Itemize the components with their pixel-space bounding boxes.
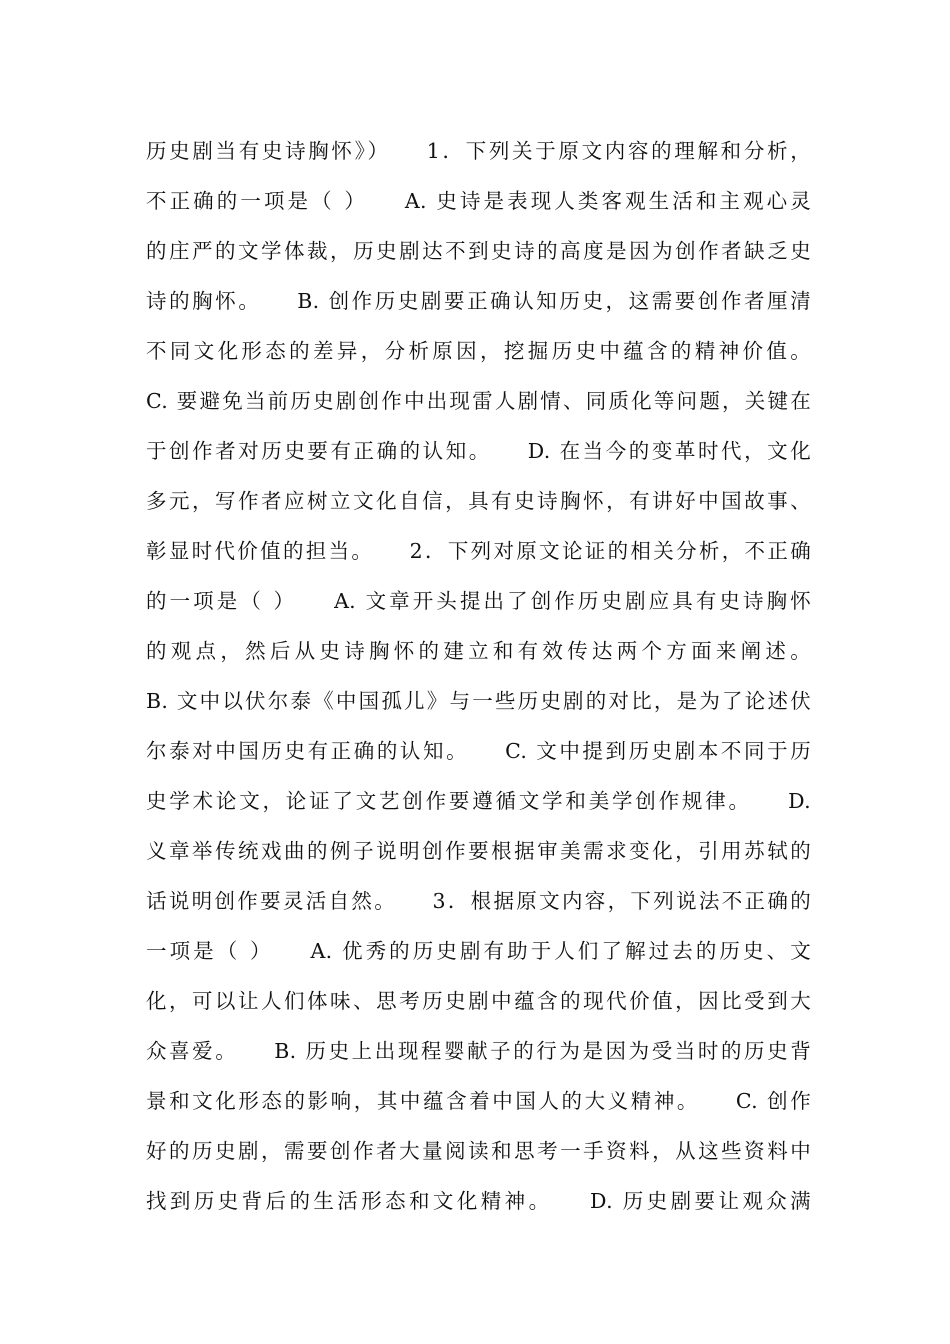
text-line: 的庄严的文学体裁，历史剧达不到史诗的高度是因为创作者缺乏史 bbox=[146, 239, 811, 263]
text-line: 多元，写作者应树立文化自信，具有史诗胸怀，有讲好中国故事、 bbox=[146, 489, 811, 513]
text-line: 诗的胸怀。 B. 创作历史剧要正确认知历史，这需要创作者厘清 bbox=[146, 289, 811, 313]
text-line: 彰显时代价值的担当。 2．下列对原文论证的相关分析，不正确 bbox=[146, 539, 811, 563]
text-line: 众喜爱。 B. 历史上出现程婴献子的行为是因为受当时的历史背 bbox=[146, 1039, 811, 1063]
text-line: 一项是（ ） A. 优秀的历史剧有助于人们了解过去的历史、文 bbox=[146, 939, 811, 963]
text-line: 找到历史背后的生活形态和文化精神。 D. 历史剧要让观众满 bbox=[146, 1189, 811, 1213]
text-line: 义章举传统戏曲的例子说明创作要根据审美需求变化，引用苏轼的 bbox=[146, 839, 811, 863]
text-line: 尔泰对中国历史有正确的认知。 C. 文中提到历史剧本不同于历 bbox=[146, 739, 811, 763]
text-line: 于创作者对历史要有正确的认知。 D. 在当今的变革时代，文化 bbox=[146, 439, 811, 463]
text-line: 的观点，然后从史诗胸怀的建立和有效传达两个方面来阐述。 bbox=[146, 639, 811, 663]
text-line: 史学术论文，论证了文艺创作要遵循文学和美学创作规律。 D. bbox=[146, 789, 811, 813]
text-line: 历史剧当有史诗胸怀》） 1．下列关于原文内容的理解和分析， bbox=[146, 139, 811, 163]
text-line: 好的历史剧，需要创作者大量阅读和思考一手资料，从这些资料中 bbox=[146, 1139, 811, 1163]
text-line: 景和文化形态的影响，其中蕴含着中国人的大义精神。 C. 创作 bbox=[146, 1089, 811, 1113]
text-line: 不正确的一项是（ ） A. 史诗是表现人类客观生活和主观心灵 bbox=[146, 189, 811, 213]
text-line: 的一项是（ ） A. 文章开头提出了创作历史剧应具有史诗胸怀 bbox=[146, 589, 811, 613]
text-line: B. 文中以伏尔泰《中国孤儿》与一些历史剧的对比，是为了论述伏 bbox=[146, 689, 811, 713]
text-line: 不同文化形态的差异，分析原因，挖掘历史中蕴含的精神价值。 bbox=[146, 339, 811, 363]
body-text bbox=[146, 130, 811, 1230]
text-line: 话说明创作要灵活自然。 3．根据原文内容，下列说法不正确的 bbox=[146, 889, 811, 913]
text-line: 化，可以让人们体味、思考历史剧中蕴含的现代价值，因比受到大 bbox=[146, 989, 811, 1013]
text-line: C. 要避免当前历史剧创作中出现雷人剧情、同质化等问题，关键在 bbox=[146, 389, 811, 413]
